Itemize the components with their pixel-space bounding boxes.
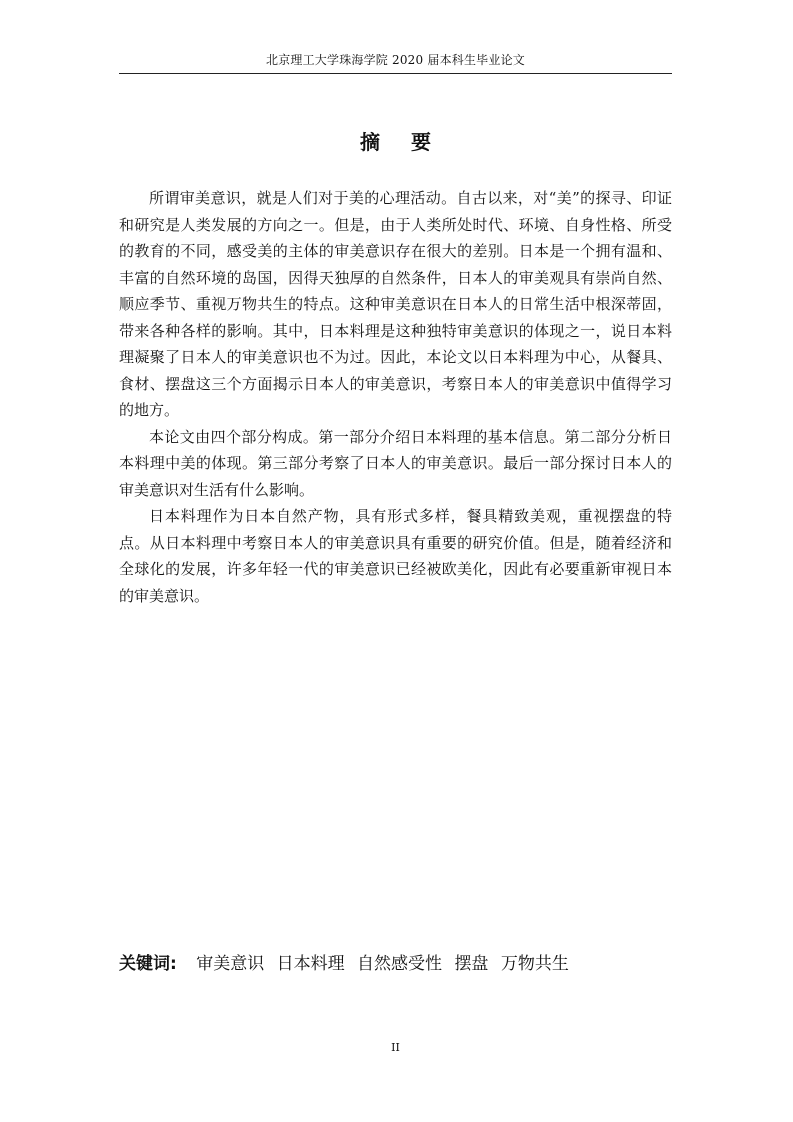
keyword-item: 摆盘 [454,954,489,974]
abstract-title: 摘 要 [360,130,443,154]
keywords-label: 关键词: [119,954,177,974]
abstract-body [119,185,672,609]
keyword-item: 自然感受性 [357,954,443,974]
header-divider [119,73,672,74]
abstract-paragraph-1: 所谓审美意识，就是人们对于美的心理活动。自古以来，对“美”的探寻、印证和研究是人类发展的方向之一。但是，由于人类所处时代、环境、自身性格、所受的教育的不同，感受美的主体的审美意识存在很大的差别。日本是一个拥有温和、丰富的自然环境的岛国，因得天独厚的自然条件，日本人的审美观具有崇尚自然、顺应季节、重视万物共生的特点。这种审美意识在日本人的日常生活中根深蒂固，带来各种各样的影响。其中，日本料理是这种独特审美意识的体现之一，说日本料理凝聚了日本人的审美意识也不为过。因此，本论文以日本料理为中心，从餐具、食材、摆盘这三个方面揭示日本人的审美意识，考察日本人的审美意识中值得学习的地方。 [119,189,672,419]
keyword-item: 日本料理 [276,954,345,974]
keyword-item: 审美意识 [196,954,265,974]
abstract-paragraph-3: 日本料理作为日本自然产物，具有形式多样，餐具精致美观，重视摆盘的特点。从日本料理中考察日本人的审美意识具有重要的研究价值。但是，随着经济和全球化的发展，许多年轻一代的审美意识已经被欧美化，因此有必要重新审视日本的审美意识。 [119,507,672,605]
page-number: II [391,1041,400,1054]
keyword-item: 万物共生 [500,954,569,974]
abstract-paragraph-2: 本论文由四个部分构成。第一部分介绍日本料理的基本信息。第二部分分析日本料理中美的体现。第三部分考察了日本人的审美意识。最后一部分探讨日本人的审美意识对生活有什么影响。 [119,427,672,499]
keywords-line [119,951,672,977]
running-header: 北京理工大学珠海学院 2020 届本科生毕业论文 [266,53,525,67]
